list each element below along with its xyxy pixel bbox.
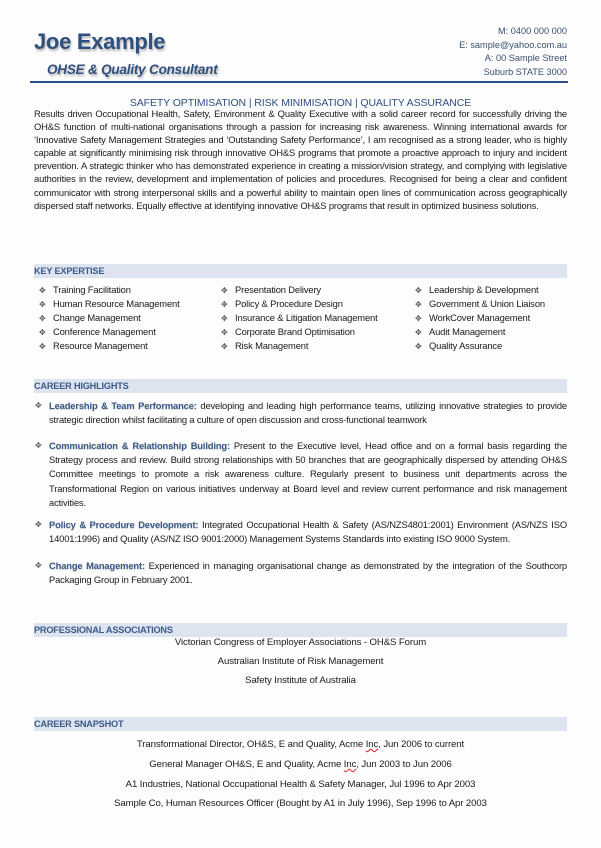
diamond-bullet-icon: ✥ [221,314,228,324]
expertise-label: Risk Management [235,340,309,352]
expertise-label: Leadership & Development [429,284,539,295]
contact-email: E: sample@yahoo.com.au [459,39,567,50]
snapshot-company: Inc [365,739,379,750]
expertise-label: Policy & Procedure Design [235,298,343,310]
expertise-item [415,325,545,339]
expertise-item [415,283,545,297]
expertise-label: Human Resource Management [53,298,180,310]
expertise-column-2 [221,283,378,353]
highlight-item [34,439,567,510]
association-item: Victorian Congress of Employer Associations - OH&S Forum [174,637,427,648]
expertise-item [39,311,180,325]
expertise-label: Change Management [53,312,141,324]
diamond-bullet-icon: ✥ [415,342,422,352]
snapshot-text: General Manager OH&S, E and Quality, Acme [149,759,344,770]
diamond-bullet-icon: ✥ [415,314,422,324]
expertise-item [221,311,378,325]
highlight-title: Communication & Relationship Building: [49,440,230,451]
expertise-item [221,297,378,311]
diamond-bullet-icon: ✥ [221,300,228,310]
highlight-text: Integrated Occupational Health & Safety (AS/NZS4801:2001) Environment (AS/NZS ISO 14001:1996) and Quality (AS/NZ ISO 9001:2000) Management Systems Standards into existing ISO 9000 System. [49,519,567,545]
expertise-item [221,325,378,339]
expertise-item [39,283,180,297]
expertise-label: Government & Union Liaison [429,298,545,310]
diamond-bullet-icon: ✥ [415,286,422,295]
diamond-bullet-icon: ✥ [35,561,42,570]
expertise-label: Resource Management [53,340,148,352]
expertise-item [415,339,545,353]
expertise-item [39,339,180,353]
section-heading-expertise: KEY EXPERTISE [34,264,567,278]
highlight-item [34,559,567,587]
association-item: Safety Institute of Australia [245,675,356,686]
expertise-item [221,339,378,353]
highlight-row [34,399,567,427]
expertise-label: WorkCover Management [429,312,531,324]
highlight-text: developing and leading high performance teams, utilizing innovative strategies to provide strategic direction whilst facilitating a culture of open discussion and cross-functional teamwork [49,400,567,426]
expertise-item [39,297,180,311]
highlight-text: Present to the Executive level, Head office and on a formal basis regarding the Strategy process and review. Build strong relationships with 50 branches that are geographically dispersed by attending OH&S Committee meetings to promote a risk awareness culture. Regularly present to business unit departments across the Transformational Region on various initiatives underway at Board level and review current performance and risk management activities. [49,440,567,508]
snapshot-text: Sample Co, Human Resources Officer (Bought by A1 in July 1996), Sep 1996 to Apr 2003 [114,798,487,809]
expertise-label: Corporate Brand Optimisation [235,326,355,338]
snapshot-item [0,759,601,770]
expertise-label: Insurance & Litigation Management [235,312,378,324]
diamond-bullet-icon: ✥ [221,328,228,338]
contact-block [459,25,567,79]
expertise-label: Audit Management [429,326,506,338]
snapshot-company: Inc [343,759,357,770]
contact-suburb: Suburb STATE 3000 [483,66,567,77]
expertise-label: Quality Assurance [429,340,503,352]
expertise-item [221,283,378,297]
diamond-bullet-icon: ✥ [39,286,46,295]
snapshot-text: Transformational Director, OH&S, E and Quality, Acme [136,739,366,750]
highlight-text: Experienced in managing organisational change as demonstrated by the integration of the Southcorp Packaging Group in February 2001. [49,560,567,586]
highlight-title: Change Management: [49,560,145,571]
snapshot-dates: , Jun 2003 to Jun 2006 [356,759,452,770]
snapshot-dates: , Jun 2006 to current [378,739,465,750]
diamond-bullet-icon: ✥ [35,520,42,529]
header-rule [30,81,568,83]
snapshot-item [0,739,601,750]
diamond-bullet-icon: ✥ [221,342,228,352]
diamond-bullet-icon: ✥ [39,342,46,352]
diamond-bullet-icon: ✥ [39,314,46,324]
diamond-bullet-icon: ✥ [39,300,46,310]
snapshot-item [0,779,601,790]
expertise-item [415,311,545,325]
diamond-bullet-icon: ✥ [415,300,422,310]
section-heading-highlights: CAREER HIGHLIGHTS [34,379,567,393]
highlight-item [34,518,567,546]
contact-address: A: 00 Sample Street [484,53,567,63]
highlight-title: Policy & Procedure Development: [49,519,199,530]
snapshot-text: A1 Industries, National Occupational Health & Safety Manager, Jul 1996 to Apr 2003 [125,779,476,790]
highlight-row [34,518,567,546]
candidate-name: Joe Example [34,29,166,54]
expertise-label: Conference Management [53,326,156,338]
expertise-column-1 [39,283,180,353]
section-heading-snapshot: CAREER SNAPSHOT [34,717,567,731]
highlight-title: Leadership & Team Performance: [49,400,197,411]
snapshot-item [0,798,601,809]
highlight-row [34,559,567,587]
section-heading-associations: PROFESSIONAL ASSOCIATIONS [34,623,567,637]
expertise-item [39,325,180,339]
diamond-bullet-icon: ✥ [415,328,422,338]
diamond-bullet-icon: ✥ [35,441,42,450]
diamond-bullet-icon: ✥ [35,401,42,410]
association-item: Australian Institute of Risk Management [217,656,384,667]
contact-mobile: M: 0400 000 000 [498,26,567,36]
expertise-label: Presentation Delivery [235,284,321,295]
diamond-bullet-icon: ✥ [39,328,46,338]
candidate-title: OHSE & Quality Consultant [47,62,218,77]
expertise-label: Training Facilitation [53,284,131,295]
expertise-item [415,297,545,311]
diamond-bullet-icon: ✥ [221,286,228,295]
tagline: SAFETY OPTIMISATION | RISK MINIMISATION | QUALITY ASSURANCE [129,97,472,109]
expertise-column-3 [415,283,545,353]
highlight-row [34,439,567,510]
highlight-item [34,399,567,427]
summary-paragraph: Results driven Occupational Health, Safety, Environment & Quality Executive with a solid career record for successfully driving the OH&S function of multi-national organisations through a passion for increasing risk awareness. Winning international awards for ‘Innovative Safety Management Strategies and ‘Outstanding Safety Performance’, I am recognised as a strong leader, who is highly capable at significantly minimising risk through innovative OH&S programs that promote a proactive approach to injury and incident prevention. A strategic thinker who has demonstrated experience in creating a mission/vision strategy, and complying with legislative authorities in the review, development and implementation of policies and procedures. Recognised for being a clear and confident communicator with strong interpersonal skills and a powerful ability to maintain open lines of communication across geographically dispersed staff networks. Equally effective at identifying innovative OH&S programs that result in optimized business solutions. [34,108,567,211]
